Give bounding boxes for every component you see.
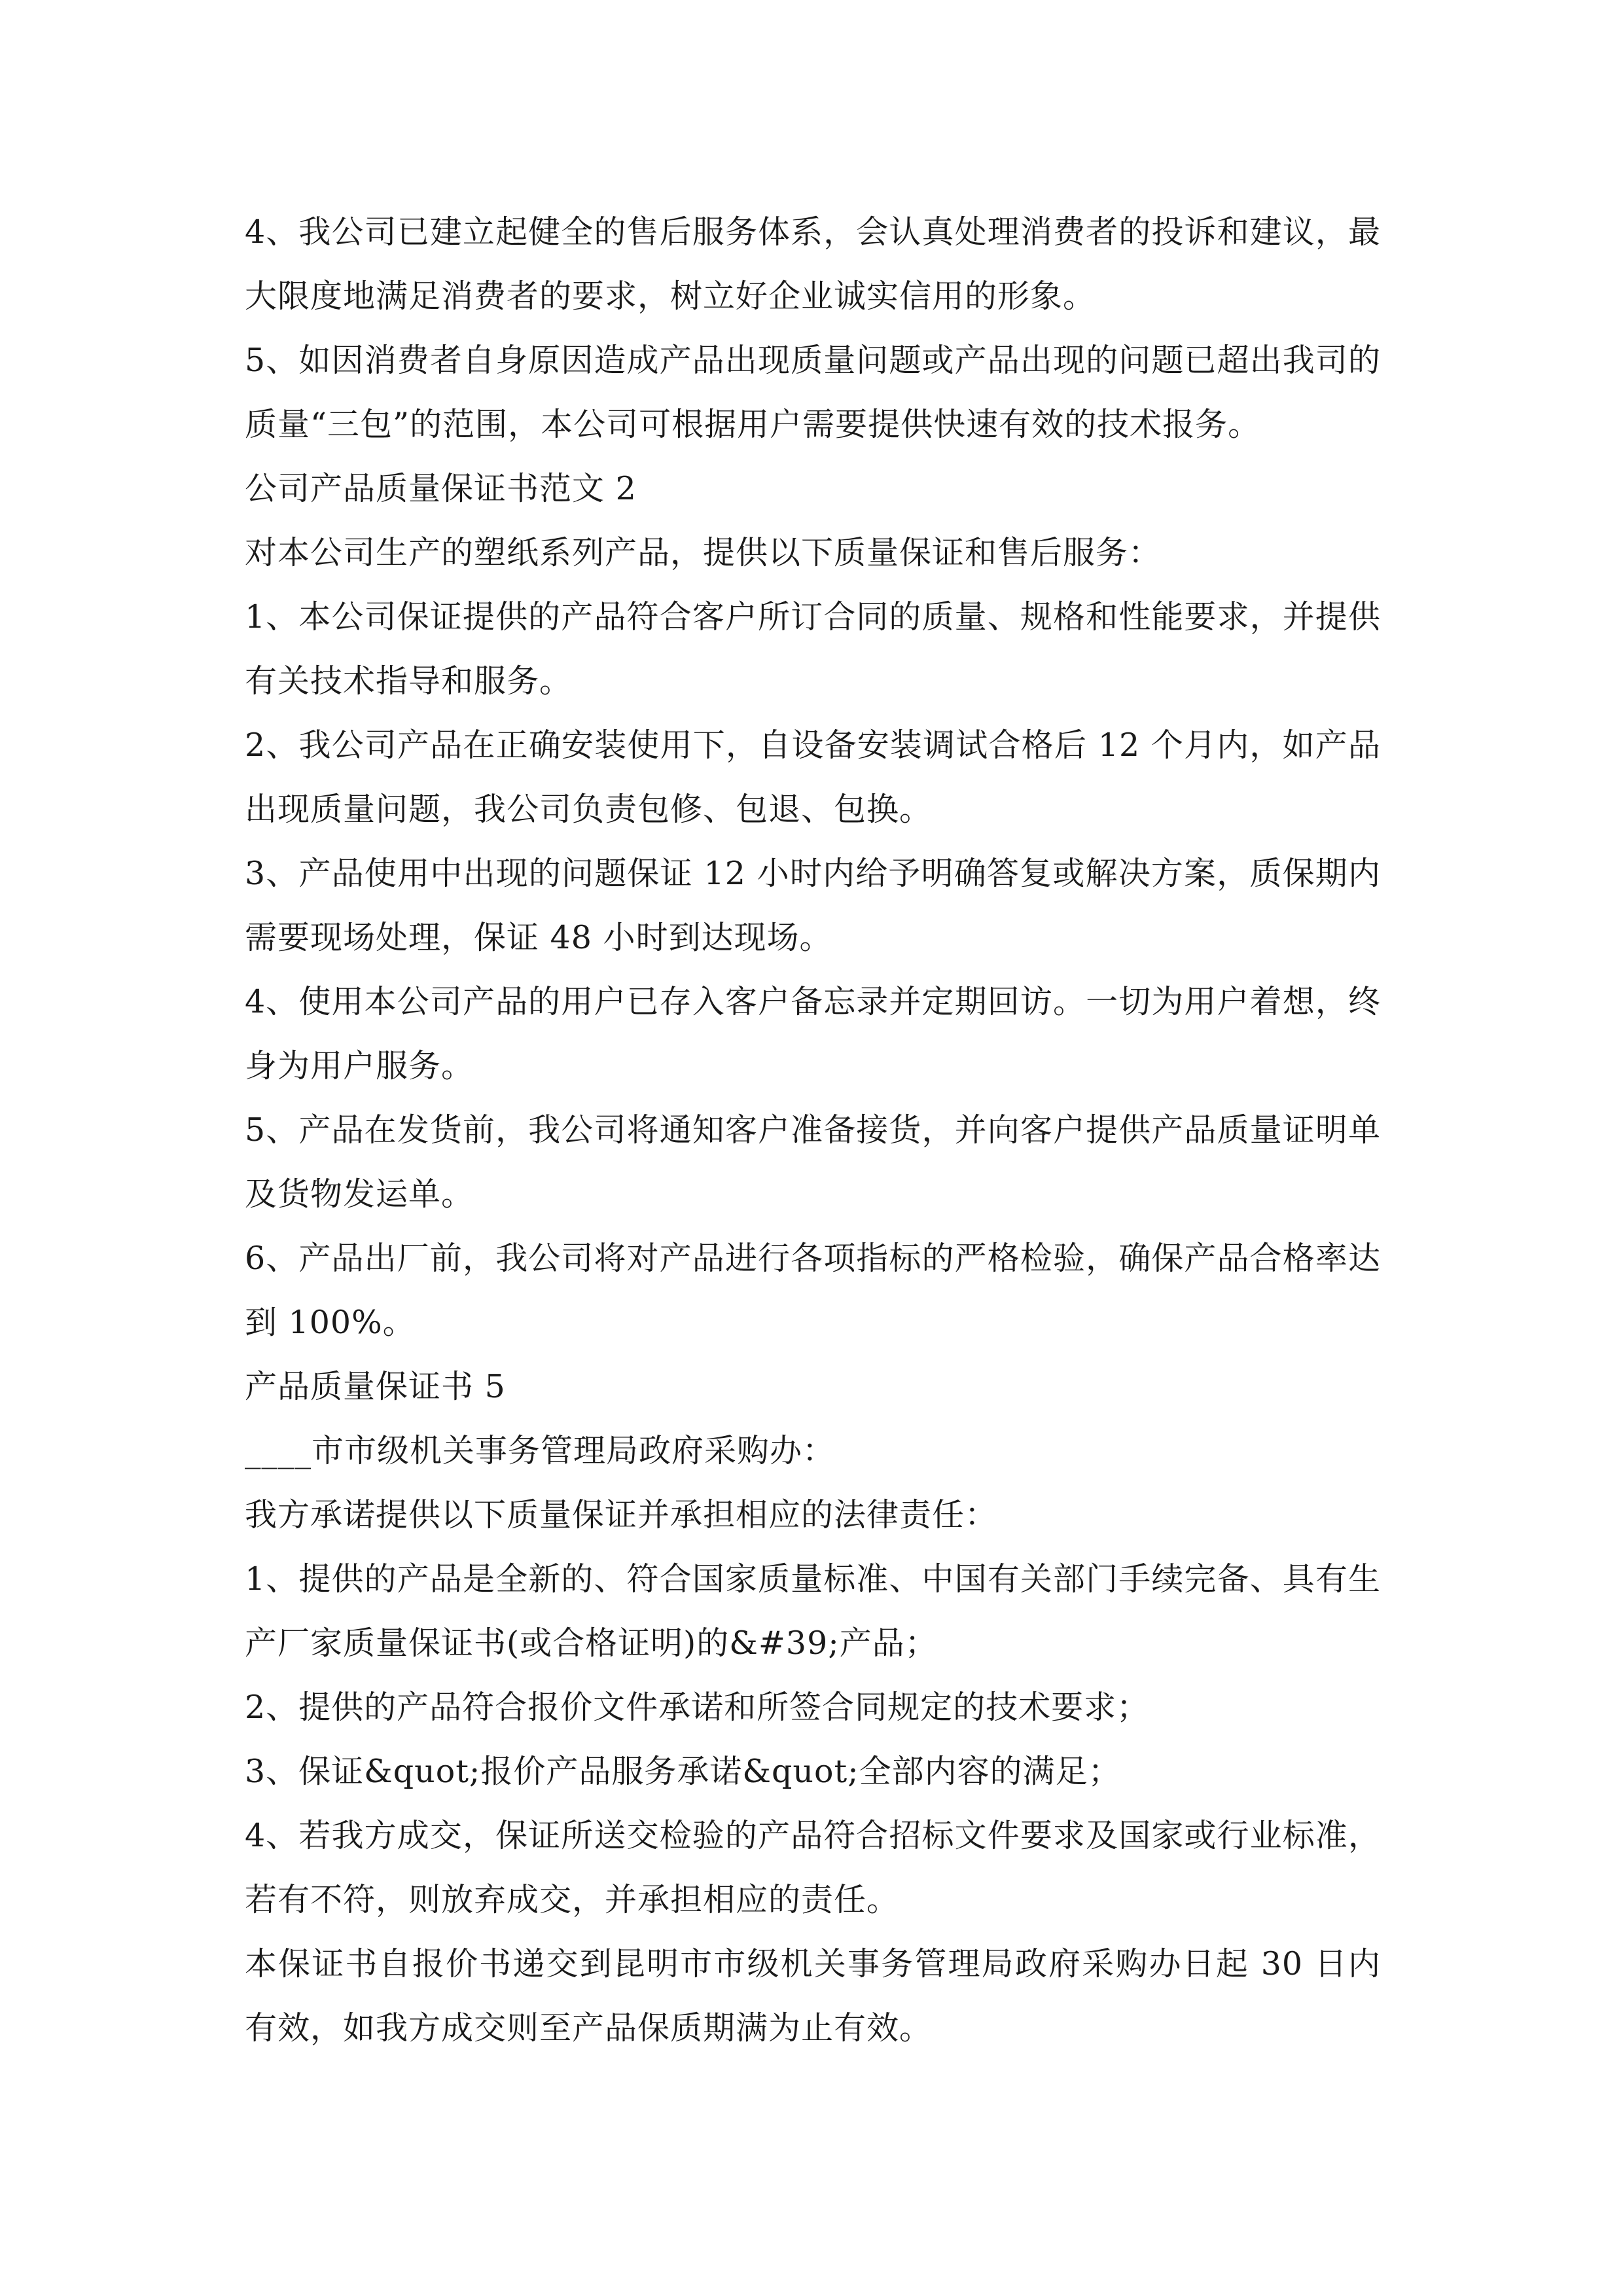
paragraph: 1、提供的产品是全新的、符合国家质量标准、中国有关部门手续完备、具有生产厂家质量保证书(或合格证明)的&#39;产品； <box>245 1560 1381 1662</box>
paragraph: 本保证书自报价书递交到昆明市市级机关事务管理局政府采购办日起 30 日内有效，如我方成交则至产品保质期满为止有效。 <box>245 1945 1381 2047</box>
section-heading: 公司产品质量保证书范文 2 <box>245 470 637 507</box>
paragraph: 对本公司生产的塑纸系列产品，提供以下质量保证和售后服务： <box>245 534 1162 571</box>
paragraph: 3、保证&quot;报价产品服务承诺&quot;全部内容的满足； <box>245 1753 1121 1790</box>
paragraph: 3、产品使用中出现的问题保证 12 小时内给予明确答复或解决方案，质保期内需要现场处理，保证 48 小时到达现场。 <box>245 855 1381 956</box>
paragraph: 4、我公司已建立起健全的售后服务体系，会认真处理消费者的投诉和建议，最大限度地满足消费者的要求，树立好企业诚实信用的形象。 <box>245 213 1381 315</box>
addressee: ____市市级机关事务管理局政府采购办： <box>245 1432 836 1469</box>
paragraph: 5、产品在发货前，我公司将通知客户准备接货，并向客户提供产品质量证明单及货物发运单。 <box>245 1111 1381 1213</box>
paragraph: 4、使用本公司产品的用户已存入客户备忘录并定期回访。一切为用户着想，终身为用户服务。 <box>245 983 1381 1085</box>
paragraph: 2、提供的产品符合报价文件承诺和所签合同规定的技术要求； <box>245 1689 1150 1726</box>
paragraph: 5、如因消费者自身原因造成产品出现质量问题或产品出现的问题已超出我司的质量“三包”的范围，本公司可根据用户需要提供快速有效的技术报务。 <box>245 342 1381 443</box>
section-heading: 产品质量保证书 5 <box>245 1368 506 1405</box>
paragraph: 2、我公司产品在正确安装使用下，自设备安装调试合格后 12 个月内，如产品出现质量问题，我公司负责包修、包退、包换。 <box>245 726 1381 828</box>
document-body <box>245 200 1381 2060</box>
paragraph: 4、若我方成交，保证所送交检验的产品符合招标文件要求及国家或行业标准，若有不符，则放弃成交，并承担相应的责任。 <box>245 1817 1381 1918</box>
paragraph: 1、本公司保证提供的产品符合客户所订合同的质量、规格和性能要求，并提供有关技术指导和服务。 <box>245 598 1381 700</box>
paragraph: 我方承诺提供以下质量保证并承担相应的法律责任： <box>245 1496 998 1534</box>
paragraph: 6、产品出厂前，我公司将对产品进行各项指标的严格检验，确保产品合格率达到 100%。 <box>245 1240 1381 1341</box>
